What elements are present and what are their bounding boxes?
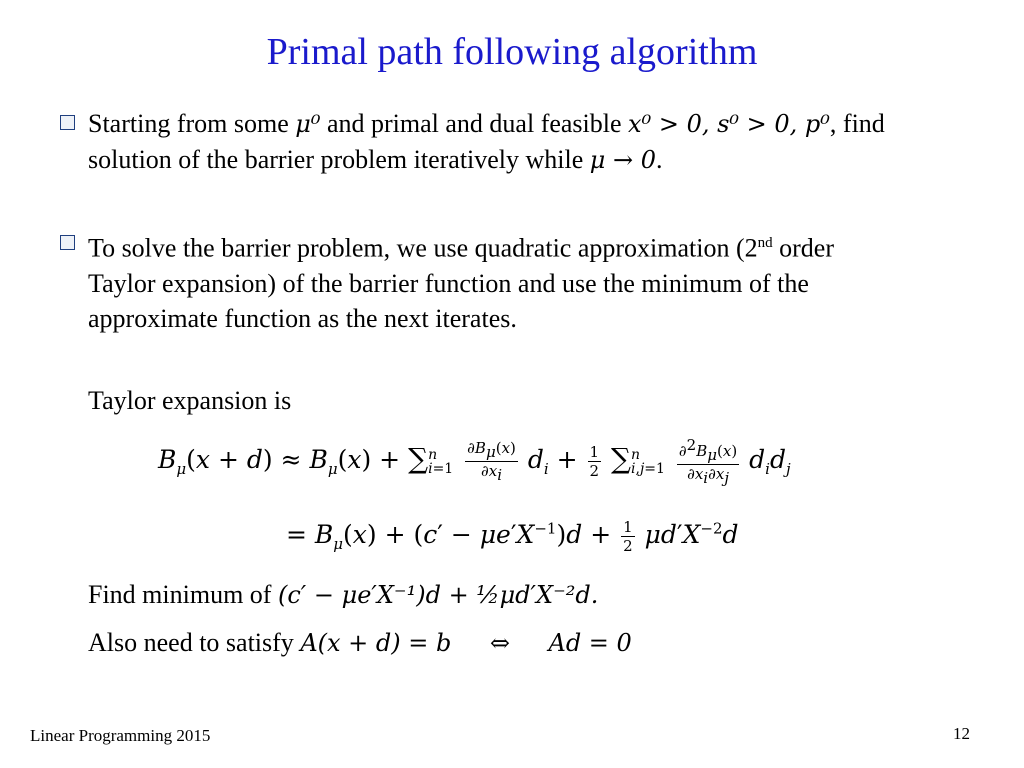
- footer-course: Linear Programming 2015: [30, 726, 211, 745]
- taylor-label: Taylor expansion is: [88, 386, 292, 415]
- checkbox-bullet-icon: [60, 115, 75, 130]
- bullet-text: Starting from some μ⁰ and primal and dual feasible x⁰ > 0, s⁰ > 0, p⁰, find solution of the barrier problem iteratively while μ → 0.: [88, 109, 885, 174]
- slide-title: Primal path following algorithm: [266, 31, 758, 73]
- find-minimum-line: Find minimum of (c′ − μe′X⁻¹)d + ½μd′X⁻²d.: [88, 580, 599, 609]
- taylor-equation-line1: $B_\mu(x + d) \approx B_\mu(x)$ + ∑ n i=1 $\frac{\partial B_\mu(x)}{\partial x_i}$ $d_i$ + $\frac{1}{2}$ ∑ n i,j=1 $\frac{\partial^2B_\mu(x)}{\partial x_i\partial x_j}$ $d_id_j$: [158, 436, 791, 487]
- constraint-line: Also need to satisfy A(x + d) = b ⇔ Ad = 0: [88, 628, 632, 657]
- taylor-equation-line2: = $B_\mu(x) + (c' - \mu e'X^{-1})d$ + $\frac{1}{2}$ $\mu d'X^{-2}d$: [286, 518, 739, 555]
- bullet-text: To solve the barrier problem, we use quadratic approximation (2nd order Taylor expansion) of the barrier function and use the minimum of the approximate function as the next iterates.: [88, 233, 834, 333]
- checkbox-bullet-icon: [60, 235, 75, 250]
- bullet-barrier-problem: [60, 226, 960, 336]
- bullet-starting-point: [60, 106, 960, 178]
- slide-number: 12: [953, 724, 970, 743]
